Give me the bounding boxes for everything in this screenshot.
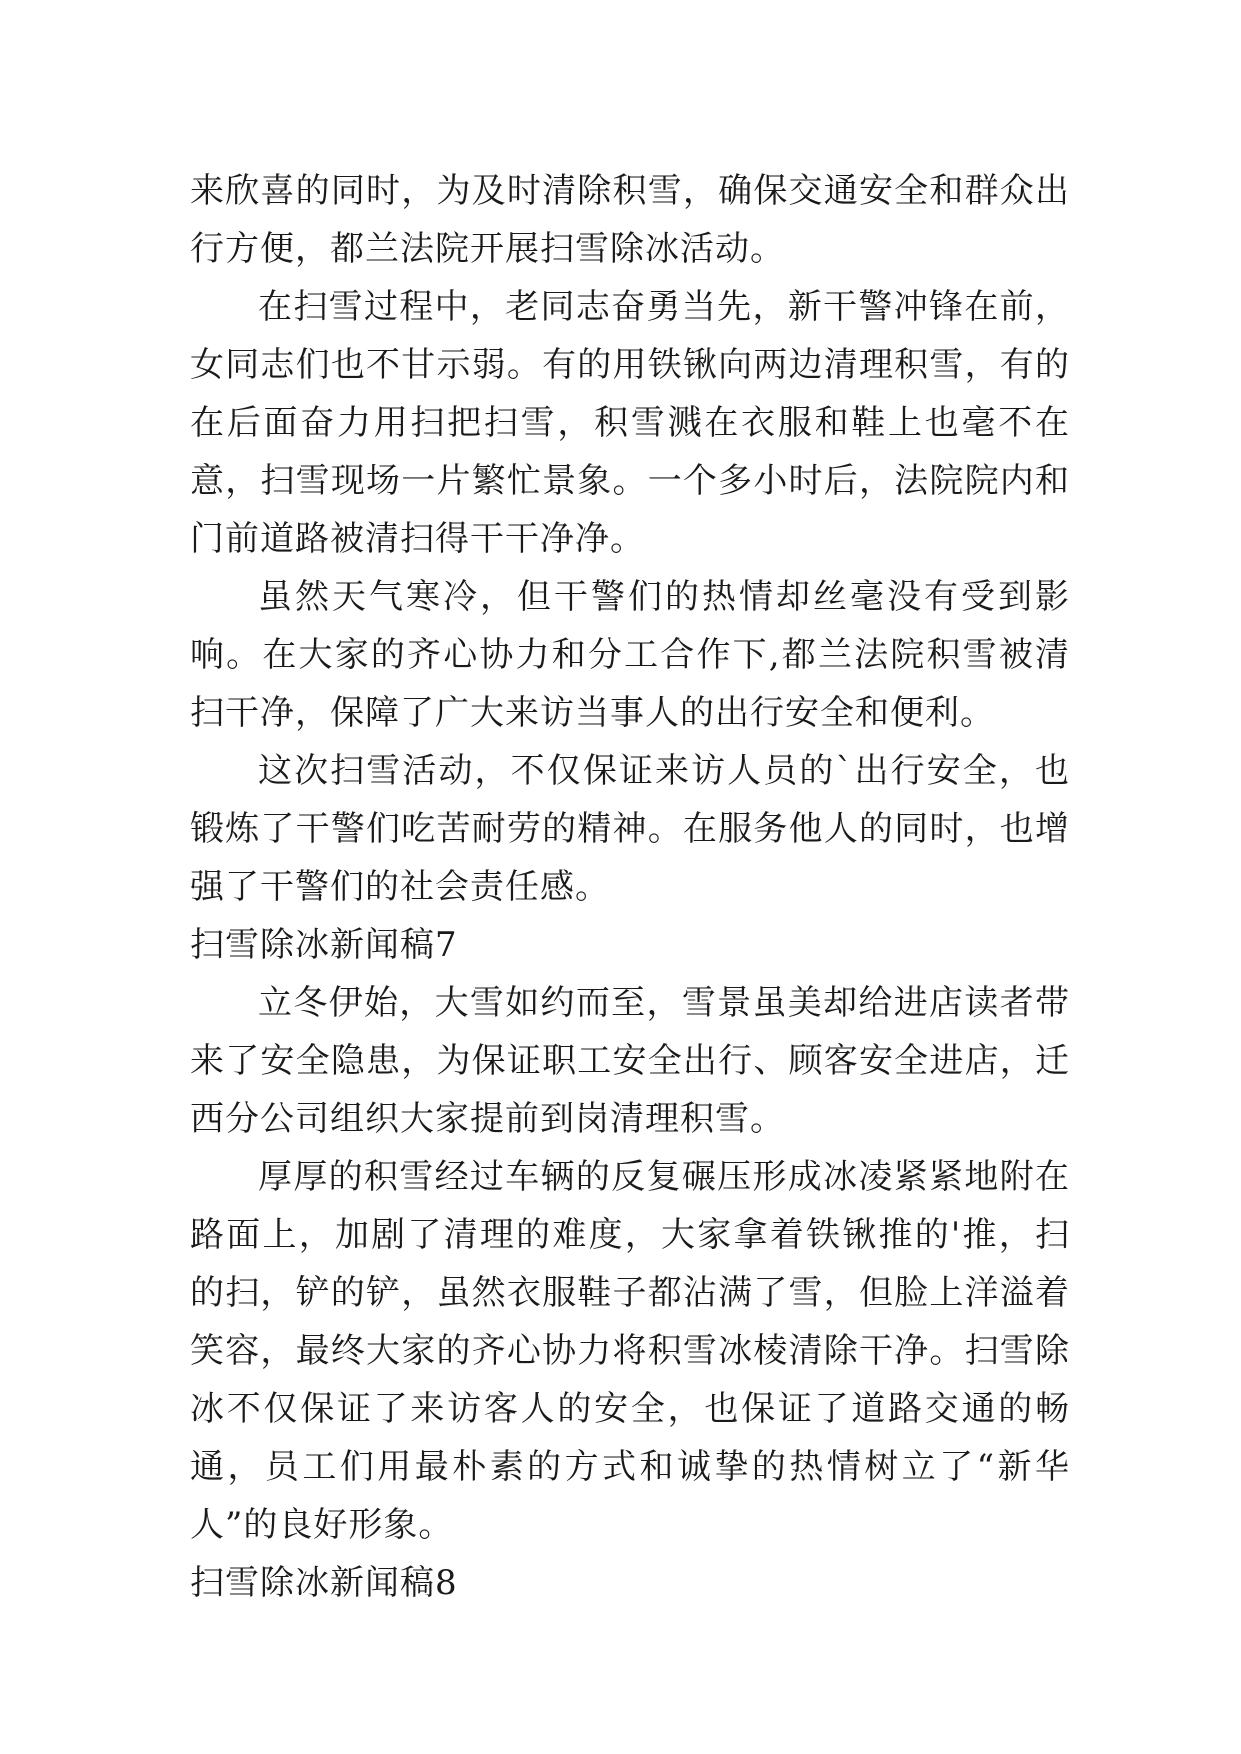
section-heading-8: 扫雪除冰新闻稿8 [190,1563,458,1603]
paragraph-3: 虽然天气寒冷，但干警们的热情却丝毫没有受到影响。在大家的齐心协力和分工合作下,都兰法院积雪被清扫干净，保障了广大来访当事人的出行安全和便利。 [190,577,1070,733]
paragraph-4: 这次扫雪活动，不仅保证来访人员的`出行安全，也锻炼了干警们吃苦耐劳的精神。在服务他人的同时，也增强了干警们的社会责任感。 [190,751,1070,907]
paragraph-7-2: 厚厚的积雪经过车辆的反复碾压形成冰凌紧紧地附在路面上，加剧了清理的难度，大家拿着铁锹推的'推，扫的扫，铲的铲，虽然衣服鞋子都沾满了雪，但脸上洋溢着笑容，最终大家的齐心协力将积雪冰棱清除干净。扫雪除冰不仅保证了来访客人的安全，也保证了道路交通的畅通，员工们用最朴素的方式和诚挚的热情树立了“新华人”的良好形象。 [190,1157,1070,1545]
paragraph-7-1: 立冬伊始，大雪如约而至，雪景虽美却给进店读者带来了安全隐患，为保证职工安全出行、顾客安全进店，迁西分公司组织大家提前到岗清理积雪。 [190,983,1070,1139]
paragraph-2: 在扫雪过程中，老同志奋勇当先，新干警冲锋在前，女同志们也不甘示弱。有的用铁锹向两边清理积雪，有的在后面奋力用扫把扫雪，积雪溅在衣服和鞋上也毫不在意，扫雪现场一片繁忙景象。一个多小时后，法院院内和门前道路被清扫得干干净净。 [190,287,1070,559]
section-heading-7: 扫雪除冰新闻稿7 [190,925,458,965]
paragraph-1: 来欣喜的同时，为及时清除积雪，确保交通安全和群众出行方便，都兰法院开展扫雪除冰活动。 [190,171,1070,269]
document-page [190,162,1070,1612]
